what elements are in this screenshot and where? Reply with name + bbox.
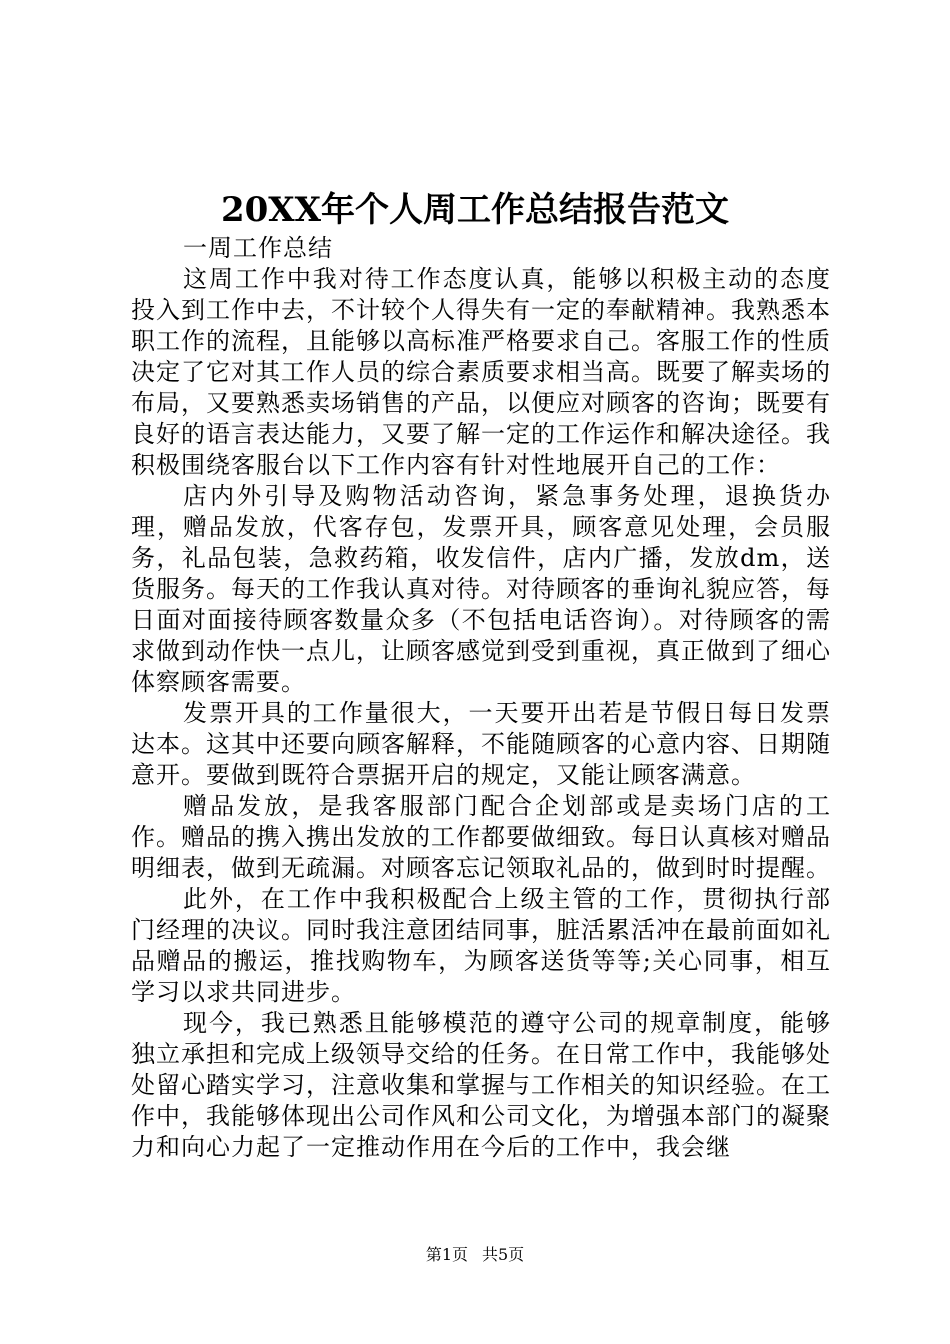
paragraph-2: 店内外引导及购物活动咨询，紧急事务处理，退换货办理，赠品发放，代客存包，发票开具，顾客意见处理，会员服务，礼品包装，急救药箱，收发信件，店内广播，发放dm，送货服务。每天的工作我认真对待。对待顾客的垂询礼貌应答，每日面对面接待顾客数量众多（不包括电话咨询）。对待顾客的需求做到动作快一点儿，让顾客感觉到受到重视，真正做到了细心体察顾客需要。	[131, 482, 831, 696]
page-footer	[0, 1244, 950, 1266]
document-title: 20XX年个人周工作总结报告范文	[220, 190, 730, 230]
page-number-total: 共5页	[482, 1245, 525, 1264]
paragraph-1: 这周工作中我对待工作态度认真，能够以积极主动的态度投入到工作中去，不计较个人得失有一定的奉献精神。我熟悉本职工作的流程，且能够以高标准严格要求自己。客服工作的性质决定了它对其工作人员的综合素质要求相当高。既要了解卖场的布局，又要熟悉卖场销售的产品，以便应对顾客的咨询；既要有良好的语言表达能力，又要了解一定的工作运作和解决途径。我积极围绕客服台以下工作内容有针对性地展开自己的工作：	[131, 265, 831, 479]
paragraph-3: 发票开具的工作量很大，一天要开出若是节假日每日发票达本。这其中还要向顾客解释，不能随顾客的心意内容、日期随意开。要做到既符合票据开启的规定，又能让顾客满意。	[131, 699, 831, 789]
paragraph-6: 现今，我已熟悉且能够模范的遵守公司的规章制度，能够独立承担和完成上级领导交给的任务。在日常工作中，我能够处处留心踏实学习，注意收集和掌握与工作相关的知识经验。在工作中，我能够体现出公司作风和公司文化，为增强本部门的凝聚力和向心力起了一定推动作用在今后的工作中，我会继	[131, 1009, 831, 1161]
paragraph-4: 赠品发放，是我客服部门配合企划部或是卖场门店的工作。赠品的携入携出发放的工作都要做细致。每日认真核对赠品明细表，做到无疏漏。对顾客忘记领取礼品的，做到时时提醒。	[131, 792, 831, 882]
paragraph-5: 此外，在工作中我积极配合上级主管的工作，贯彻执行部门经理的决议。同时我注意团结同事，脏活累活冲在最前面如礼品赠品的搬运，推找购物车，为顾客送货等等;关心同事，相互学习以求共同进步。	[131, 885, 831, 1006]
document-body	[131, 233, 831, 1163]
section-heading: 一周工作总结	[183, 234, 333, 262]
page-number-current: 第1页	[425, 1245, 468, 1264]
